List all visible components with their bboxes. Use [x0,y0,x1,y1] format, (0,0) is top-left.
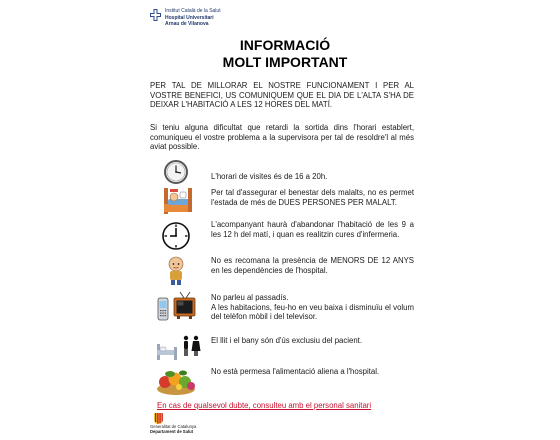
contact-staff-note: En cas de qualsevol dubte, consulteu amb el personal sanitari [157,401,372,410]
rule-text: No està permesa l'alimentació aliena a l'hospital. [211,367,380,376]
rule-text: No parleu al passadís. A les habitacions, feu-ho en veu baixa i disminuïu el volum del telèfon mòbil i del televisor. [211,293,414,322]
rule-text: L'acompanyant haurà d'abandonar l'habitació de les 9 a les 12 h del matí, i quan es realitzin cures d'infermeria. [211,220,414,239]
logo-government-name: Generalitat de Catalunya [150,424,197,429]
page-title-line2: MOLT IMPORTANT [222,54,348,70]
rule-text: El llit i el bany són d'ús exclusiu del pacient. [211,336,363,345]
hospital-logo-text [165,8,221,28]
clock-face-icon [156,220,196,252]
phone-and-tv-icon [156,290,196,322]
difficulty-paragraph: Si teniu alguna dificultat que retardi la sortida dins l'horari establert, comuniqueu el vostre problema a la supervisora per tal de resoldre'l al més aviat possible. [150,123,414,152]
logo-hospital-name: Hospital Universitari [165,14,214,21]
hospital-logo [150,8,221,34]
logo-institute-name: Institut Català de la Salut [165,8,221,14]
rule-visitor-limit [150,186,420,218]
rule-outside-food [150,363,420,395]
hospital-cross-icon [150,9,161,21]
intro-paragraph: PER TAL DE MILLORAR EL NOSTRE FUNCIONAMENT I PER AL VOSTRE BENEFICI, US COMUNIQUEM QUE EL DIA DE L'ALTA S'HA DE DEIXAR L'HABITACIÓ A LES 12 HORES DEL MATÍ. [150,81,414,110]
logo-department-name: Departament de Salut [150,428,194,434]
rule-text: No es recomana la presència de MENORS DE 12 ANYS en les dependències de l'hospital. [211,256,414,275]
patient-in-bed-icon [156,186,196,218]
rule-text: Per tal d'assegurar el benestar dels malalts, no es permet l'estada de més de DUES PERSONES PER MALALT. [211,188,414,207]
notice-sheet [150,8,420,436]
rule-noise [150,290,420,322]
rule-exclusive-use [150,332,420,364]
rule-text: L'horari de visites és de 16 a 20h. [211,172,328,181]
child-icon [156,254,196,286]
generalitat-logo [150,413,210,435]
bed-and-toilet-icon [156,332,196,364]
rule-minors [150,254,420,286]
rule-companion-hours [150,220,420,252]
page-title-line1: INFORMACIÓ [239,37,331,53]
food-basket-icon [156,363,196,395]
catalan-flag-shield-icon [154,413,163,424]
logo-hospital-subname: Arnau de Vilanova [165,21,209,27]
generalitat-logo-text [150,425,196,434]
